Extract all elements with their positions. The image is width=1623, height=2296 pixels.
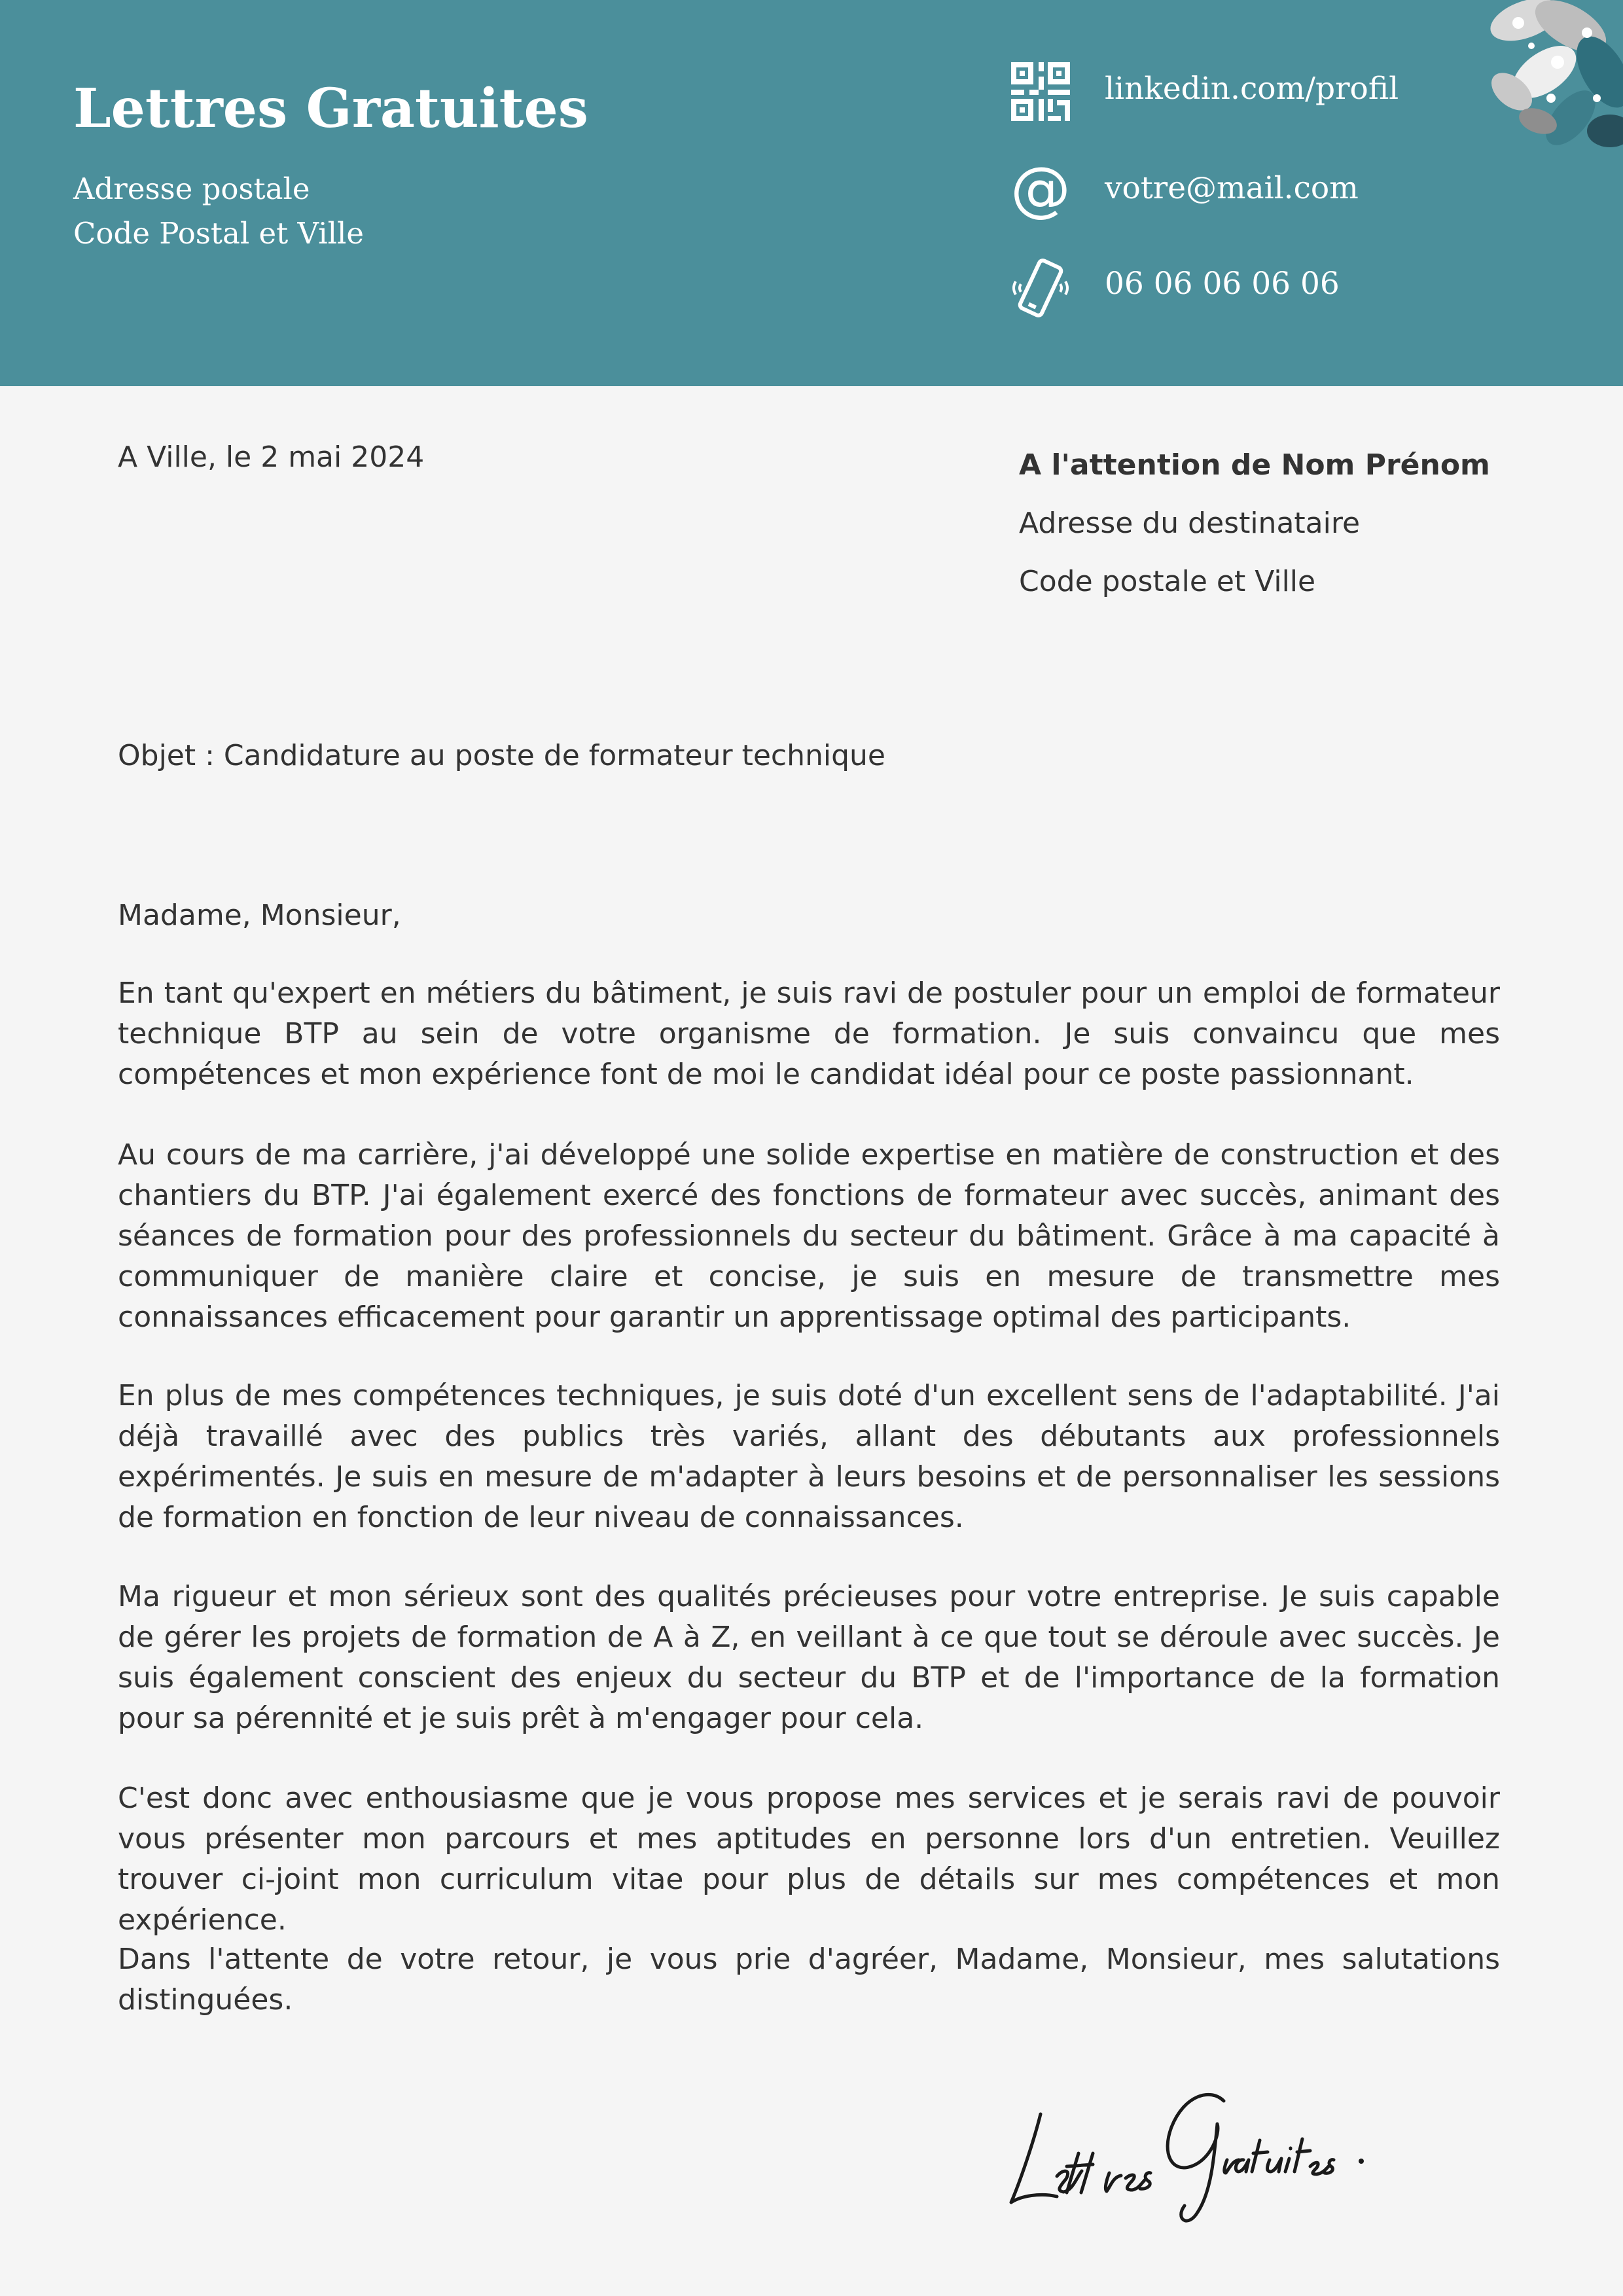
paragraph-1: En tant qu'expert en métiers du bâtiment, je suis ravi de postuler pour un emploi de formateur technique BTP au sein de votre organisme de formation. Je suis convaincu que mes compétences et mon expérience font de moi le candidat idéal pour ce poste passionnant. [118, 977, 1500, 1091]
paragraph-2: Au cours de ma carrière, j'ai développé une solide expertise en matière de construction et des chantiers du BTP. J'ai également exercé des fonctions de formateur avec succès, animant des séances de formation pour des professionnels du secteur du bâtiment. Grâce à ma capacité à communiquer de manière claire et concise, je suis en mesure de transmettre mes connaissances efficacement pour garantir un apprentissage optimal des participants. [118, 1138, 1500, 1334]
recipient-address: Adresse du destinataire [1019, 507, 1361, 540]
sender-address: Adresse postale [73, 171, 310, 206]
at-sign-icon [1008, 158, 1073, 224]
paragraph-4: Ma rigueur et mon sérieux sont des qualités précieuses pour votre entreprise. Je suis capable de gérer les projets de formation de A à Z, en veillant à ce que tout se déroule avec succès. Je suis également conscient des enjeux du secteur du BTP et de l'importance de la formation pour sa pérennité et je suis prêt à m'engager pour cela. [118, 1580, 1500, 1735]
handwritten-signature [995, 2062, 1400, 2232]
letter-subject: Objet : Candidature au poste de formateur technique [118, 739, 885, 772]
sender-name: Lettres Gratuites [73, 77, 588, 140]
recipient-city: Code postale et Ville [1019, 565, 1316, 598]
floral-decoration-icon [1472, 0, 1623, 157]
place-date: A Ville, le 2 mai 2024 [118, 440, 425, 474]
paragraph-5: C'est donc avec enthousiasme que je vous propose mes services et je serais ravi de pouvoir vous présenter mon parcours et mes aptitudes en personne lors d'un entretien. Veuillez trouver ci-joint mon curriculum vitae pour plus de détails sur mes compétences et mon expérience. [118, 1782, 1500, 1937]
svg-text:@: @ [1010, 158, 1071, 224]
linkedin-text: linkedin.com/profil [1105, 71, 1399, 107]
qr-code-icon [1008, 59, 1073, 124]
sender-city: Code Postal et Ville [73, 216, 365, 251]
phone-icon [1008, 255, 1073, 321]
phone-text: 06 06 06 06 06 [1105, 266, 1340, 302]
recipient-block [1019, 436, 1543, 611]
recipient-name: A l'attention de Nom Prénom [1019, 448, 1490, 482]
email-text: votre@mail.com [1105, 170, 1359, 206]
letter-salutation: Madame, Monsieur, [118, 899, 401, 932]
paragraph-3: En plus de mes compétences techniques, je suis doté d'un excellent sens de l'adaptabilité. J'ai déjà travaillé avec des publics très variés, allant des débutants aux professionnels expérimentés. Je suis en mesure de m'adapter à leurs besoins et de personnaliser les sessions de formation en fonction de leur niveau de connaissances. [118, 1379, 1500, 1534]
header-banner [0, 0, 1623, 386]
paragraph-6: Dans l'attente de votre retour, je vous prie d'agréer, Madame, Monsieur, mes salutations distinguées. [118, 1943, 1500, 2017]
